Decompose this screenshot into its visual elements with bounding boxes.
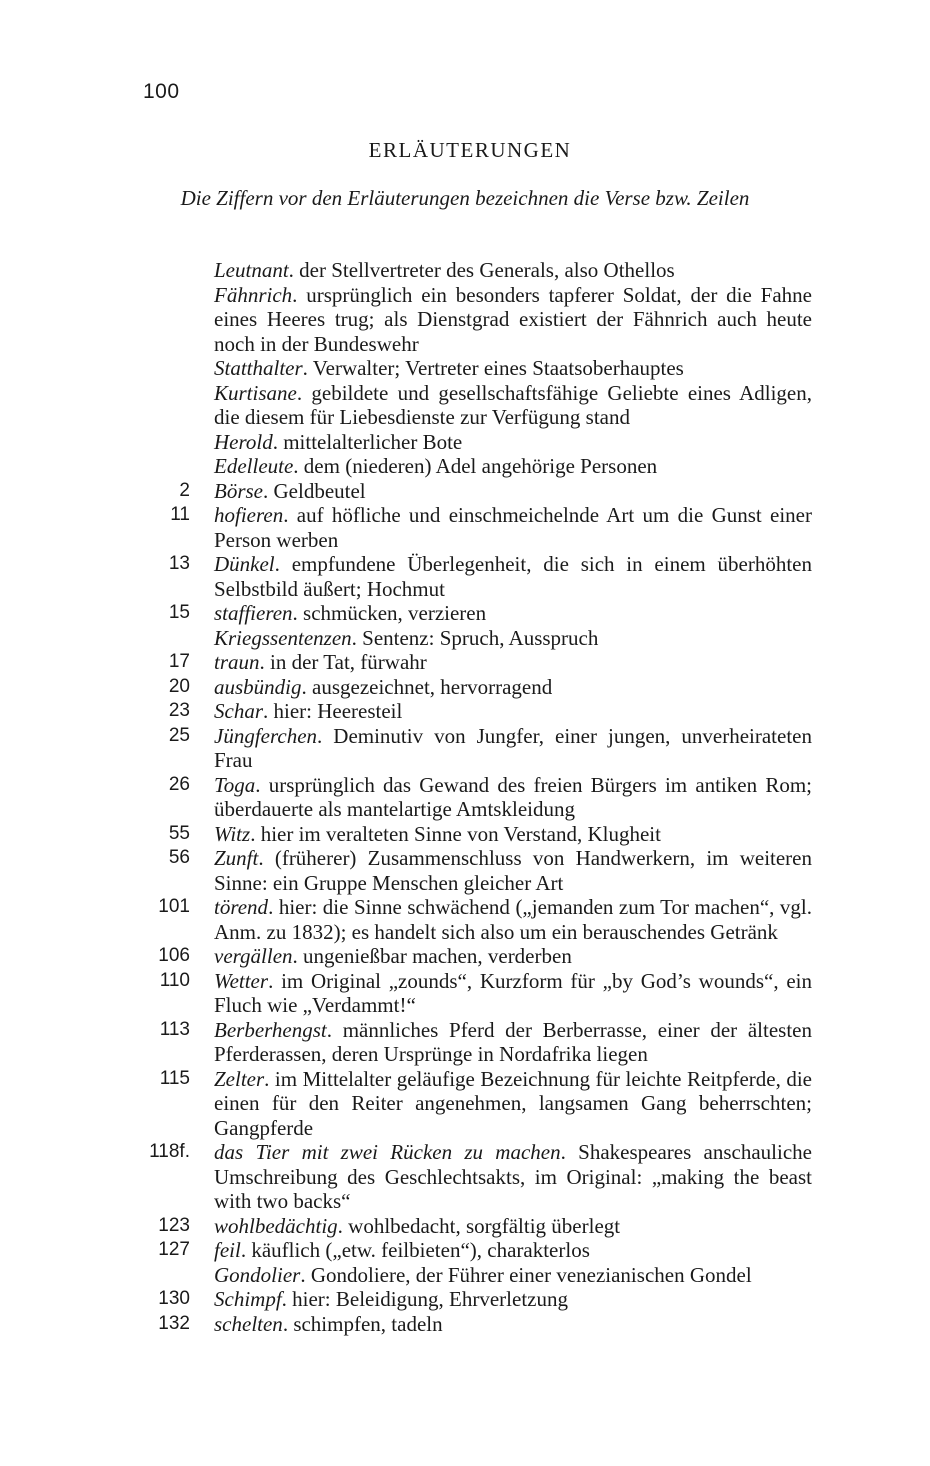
annotation-text [214, 430, 812, 455]
annotation-entry [140, 1287, 812, 1312]
annotation-text [214, 479, 812, 504]
verse-number [140, 1263, 190, 1288]
annotation-text [214, 1140, 812, 1214]
annotation-entry [140, 895, 812, 944]
annotation-definition: . Geldbeutel [263, 478, 366, 503]
annotation-term: Dünkel [214, 552, 275, 576]
annotation-term: Edelleute [214, 454, 294, 478]
annotation-definition: . schimpfen, tadeln [282, 1311, 443, 1336]
annotation-entry [140, 699, 812, 724]
annotation-text [214, 1214, 812, 1239]
annotation-entry [140, 1312, 812, 1337]
annotation-definition: . Sentenz: Spruch, Ausspruch [351, 625, 599, 650]
annotation-definition: . gebildete und gesellschaftsfähige Geliebte eines Adligen, die diesem für Liebesdienste zur Verfügung stand [214, 380, 812, 429]
annotation-list [140, 258, 812, 1336]
verse-number [140, 381, 190, 430]
verse-number: 132 [158, 1312, 190, 1334]
verse-number: 106 [158, 945, 190, 966]
annotation-definition: . käuflich („etw. feilbieten“), charakterlos [240, 1238, 590, 1262]
annotation-definition: . auf höfliche und einschmeichelnde Art um die Gunst einer Person werben [214, 503, 812, 552]
annotation-definition: . Verwalter; Vertreter eines Staatsoberhauptes [302, 356, 684, 380]
verse-number [140, 283, 190, 357]
annotation-term: Fähnrich [214, 282, 293, 307]
annotation-definition: . im Mittelalter geläufige Bezeichnung für leichte Reitpferde, die einen für den Reiter angenehmen, langsamen Gang beherrschten; Gangpferde [214, 1066, 812, 1140]
verse-number: 17 [168, 651, 190, 672]
annotation-term: das Tier mit zwei Rücken zu machen [214, 1140, 561, 1164]
annotation-entry [140, 552, 812, 601]
verse-number: 26 [168, 773, 190, 795]
annotation-definition: . dem (niederen) Adel angehörige Personen [293, 454, 658, 478]
annotation-entry [140, 479, 812, 504]
annotation-text [214, 258, 812, 283]
annotation-text [214, 503, 812, 552]
annotation-definition: . wohlbedacht, sorgfältig überlegt [337, 1213, 621, 1238]
verse-number: 23 [168, 700, 190, 721]
annotation-entry [140, 1214, 812, 1239]
annotation-term: hofieren [214, 503, 284, 527]
annotation-text [214, 1018, 812, 1067]
verse-number: 13 [168, 553, 190, 574]
annotation-definition: . hier: Heeresteil [263, 699, 403, 723]
annotation-term: törend [214, 895, 269, 919]
annotation-definition: . Gondoliere, der Führer einer venezianischen Gondel [300, 1262, 752, 1287]
verse-number: 2 [179, 479, 190, 501]
annotation-definition: . Deminutiv von Jungfer, einer jungen, unverheirateten Frau [214, 723, 812, 772]
annotation-definition: . hier im veralteten Sinne von Verstand, Klugheit [250, 821, 661, 846]
annotation-term: traun [214, 650, 260, 674]
annotation-definition: . der Stellvertreter des Generals, also Othellos [288, 258, 675, 282]
annotation-text [214, 944, 812, 969]
annotation-entry [140, 430, 812, 455]
annotation-text [214, 1312, 812, 1337]
annotation-entry [140, 626, 812, 651]
verse-number: 11 [170, 504, 190, 525]
annotation-term: Jüngferchen [214, 723, 318, 748]
annotation-entry [140, 1263, 812, 1288]
page-number: 100 [143, 80, 180, 103]
annotation-term: Statthalter [214, 356, 303, 380]
annotation-entry [140, 1238, 812, 1263]
annotation-text [214, 626, 812, 651]
verse-number: 20 [168, 675, 190, 697]
annotation-term: Berberhengst [214, 1017, 327, 1042]
verse-number [140, 430, 190, 455]
annotation-entry [140, 1140, 812, 1214]
annotation-entry [140, 454, 812, 479]
annotation-definition: . ausgezeichnet, hervorragend [301, 674, 553, 699]
annotation-entry [140, 258, 812, 283]
annotation-entry [140, 944, 812, 969]
annotation-term: Witz [214, 821, 251, 846]
annotation-definition: . ursprünglich ein besonders tapferer Soldat, der die Fahne eines Heeres trug; als Dienstgrad existiert der Fähnrich auch heute noch in der Bundeswehr [214, 282, 812, 356]
annotation-definition: . in der Tat, fürwahr [259, 650, 427, 674]
annotation-definition: . hier: die Sinne schwächend („jemanden zum Tor machen“, vgl. Anm. zu 1832); es handelt sich also um ein berauschendes Getränk [214, 895, 812, 944]
annotation-text [214, 773, 812, 822]
verse-number: 115 [159, 1067, 190, 1089]
annotation-text [214, 699, 812, 724]
annotation-text [214, 552, 812, 601]
annotation-term: Zunft [214, 846, 259, 870]
annotation-term: staffieren [214, 601, 293, 625]
verse-number [140, 258, 190, 283]
annotation-term: Toga [214, 772, 256, 797]
annotation-term: Börse [214, 478, 263, 503]
annotation-term: Wetter [214, 968, 269, 993]
annotation-term: Gondolier [214, 1262, 301, 1287]
annotation-entry [140, 283, 812, 357]
page-title: ERLÄUTERUNGEN [368, 138, 572, 162]
annotation-definition: . schmücken, verzieren [292, 601, 487, 625]
annotation-term: Kurtisane [214, 380, 297, 405]
annotation-entry [140, 969, 812, 1018]
verse-number: 15 [168, 602, 190, 623]
annotation-entry [140, 1018, 812, 1067]
annotation-entry [140, 822, 812, 847]
annotation-entry [140, 675, 812, 700]
annotation-term: Leutnant [214, 258, 289, 282]
annotation-definition: . empfundene Überlegenheit, die sich in einem überhöhten Selbstbild äußert; Hochmut [214, 552, 812, 601]
annotation-entry [140, 381, 812, 430]
verse-number: 118f. [149, 1141, 190, 1162]
annotation-definition: . ursprünglich das Gewand des freien Bürgers im antiken Rom; überdauerte als mantelartige Amtskleidung [214, 772, 812, 821]
annotation-text [214, 283, 812, 357]
annotation-text [214, 1238, 812, 1263]
annotation-term: Schar [214, 699, 263, 723]
annotation-term: feil [214, 1238, 241, 1262]
verse-number: 127 [158, 1239, 190, 1260]
annotation-text [214, 895, 812, 944]
annotation-text [214, 969, 812, 1018]
annotation-definition: . (früherer) Zusammenschluss von Handwerkern, im weiteren Sinne: ein Gruppe Menschen gleicher Art [214, 846, 812, 895]
verse-number: 110 [159, 969, 190, 991]
annotation-term: ausbündig [214, 674, 302, 699]
annotation-text [214, 601, 812, 626]
annotation-text [214, 846, 812, 895]
verse-number: 25 [168, 724, 190, 746]
annotation-text [214, 1263, 812, 1288]
annotation-entry [140, 601, 812, 626]
annotation-entry [140, 503, 812, 552]
annotation-term: schelten [214, 1311, 283, 1336]
annotation-entry [140, 773, 812, 822]
annotation-entry [140, 724, 812, 773]
annotation-entry [140, 356, 812, 381]
annotation-term: Herold [214, 429, 273, 454]
verse-number: 130 [158, 1288, 190, 1309]
annotation-term: wohlbedächtig [214, 1213, 338, 1238]
annotation-term: Zelter [214, 1066, 265, 1091]
verse-number: 101 [158, 896, 190, 917]
annotation-term: Schimpf [214, 1287, 282, 1311]
verse-number [140, 454, 190, 479]
annotation-text [214, 822, 812, 847]
annotation-text [214, 1287, 812, 1312]
annotation-definition: . männliches Pferd der Berberrasse, einer der ältesten Pferderassen, deren Ursprünge in Nordafrika liegen [214, 1017, 812, 1066]
annotation-text [214, 650, 812, 675]
verse-number [140, 356, 190, 381]
page-subtitle: Die Ziffern vor den Erläuterungen bezeichnen die Verse bzw. Zeilen [180, 186, 750, 210]
annotation-entry [140, 650, 812, 675]
annotation-definition: . ungenießbar machen, verderben [292, 944, 572, 968]
annotation-text [214, 675, 812, 700]
annotation-entry [140, 1067, 812, 1141]
annotation-definition: . im Original „zounds“, Kurzform für „by God’s wounds“, ein Fluch wie „Verdammt!“ [214, 968, 812, 1017]
verse-number: 113 [159, 1018, 190, 1040]
annotation-definition: . mittelalterlicher Bote [272, 429, 463, 454]
annotation-definition: . hier: Beleidigung, Ehrverletzung [281, 1287, 568, 1311]
annotation-text [214, 724, 812, 773]
annotation-entry [140, 846, 812, 895]
annotation-term: Kriegssentenzen [214, 625, 352, 650]
annotation-definition: . Shakespeares anschauliche Umschreibung des Geschlechtsakts, im Original: „making the beast with two backs“ [214, 1140, 812, 1213]
annotation-text [214, 454, 812, 479]
annotation-text [214, 1067, 812, 1141]
annotation-term: vergällen [214, 944, 293, 968]
annotation-text [214, 356, 812, 381]
verse-number: 55 [168, 822, 190, 844]
verse-number [140, 626, 190, 651]
annotation-text [214, 381, 812, 430]
verse-number: 56 [168, 847, 190, 868]
verse-number: 123 [158, 1214, 190, 1236]
